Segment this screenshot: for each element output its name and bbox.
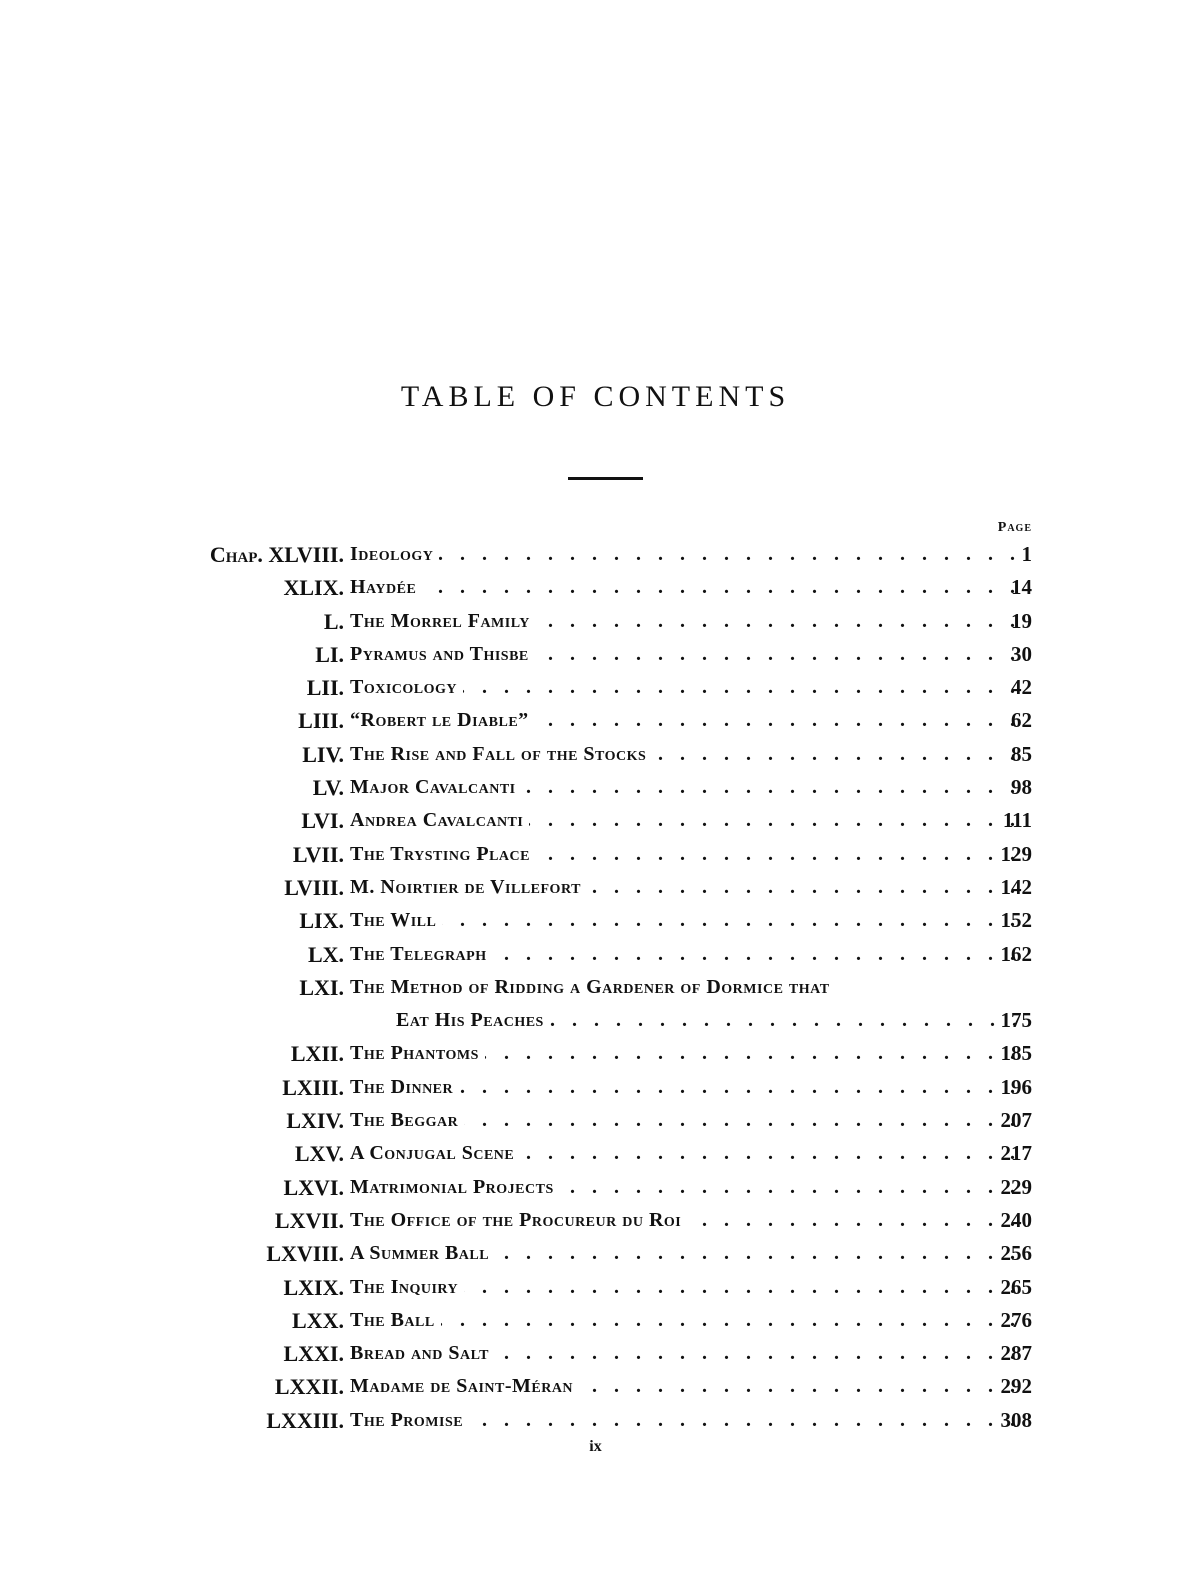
page-number: 292 <box>1000 1374 1032 1399</box>
chapter-title: A Summer Ball . . . <box>350 1237 1031 1270</box>
folio: ix <box>589 1438 602 1455</box>
page-number: 1 <box>1021 542 1032 566</box>
chapter-number: LXVII. <box>274 1207 344 1233</box>
toc-entry[interactable] <box>0 605 1191 638</box>
chapter-title: The Inquiry . . . <box>350 1271 1031 1304</box>
chapter-number: LVII. <box>292 841 344 867</box>
toc-entry[interactable] <box>0 571 1191 604</box>
chapter-number: LXV. <box>294 1141 344 1167</box>
chapter-number: LXXIII. <box>266 1407 344 1433</box>
toc-entry[interactable] <box>0 1104 1191 1137</box>
chapter-number: LXXI. <box>283 1341 344 1367</box>
toc-entry[interactable] <box>0 671 1191 704</box>
toc-entry[interactable] <box>0 738 1191 771</box>
toc-entry[interactable] <box>0 938 1191 971</box>
page-number: 217 <box>1000 1141 1032 1166</box>
page-number: 14 <box>1011 575 1032 600</box>
chapter-number: L. <box>323 608 344 634</box>
toc-entry[interactable] <box>0 1370 1191 1403</box>
toc-entry[interactable] <box>0 638 1191 671</box>
chapter-number: LI. <box>315 641 344 667</box>
chapter-number: LVI. <box>301 808 344 834</box>
chapter-number: LXXII. <box>274 1374 344 1400</box>
page-number: 111 <box>1002 808 1032 833</box>
page-title: TABLE OF CONTENTS <box>400 380 791 413</box>
page-number: 19 <box>1011 608 1032 633</box>
chapter-title: Haydée . . . <box>350 571 1031 604</box>
chapter-title: A Conjugal Scene . . . <box>350 1137 1031 1170</box>
page-number: 85 <box>1011 741 1032 766</box>
toc-entry[interactable] <box>0 1337 1191 1370</box>
toc-entry[interactable] <box>0 904 1191 937</box>
page-column-label: Page <box>997 520 1032 535</box>
chapter-title: The Beggar . . . <box>350 1104 1031 1137</box>
toc-entry[interactable] <box>0 771 1191 804</box>
chapter-number: LXIX. <box>283 1274 344 1300</box>
toc-entry-continuation[interactable] <box>0 1004 1191 1037</box>
page-number: 62 <box>1011 708 1032 733</box>
toc-entry[interactable] <box>0 1271 1191 1304</box>
chapter-title: The Method of Ridding a Gardener of Dormice that <box>350 971 1031 1004</box>
toc-entry[interactable] <box>0 1171 1191 1204</box>
chapter-number: Chap. XLVIII. <box>209 542 344 567</box>
chapter-title: Toxicology . . . <box>350 671 1031 704</box>
page-number: 162 <box>1000 941 1032 966</box>
page-number: 240 <box>1000 1207 1032 1232</box>
toc-list <box>0 538 1191 1437</box>
chapter-number: LXX. <box>292 1307 344 1333</box>
toc-entry[interactable] <box>0 1404 1191 1437</box>
chapter-title: M. Noirtier de Villefort . . . <box>350 871 1031 904</box>
toc-entry[interactable] <box>0 1071 1191 1104</box>
page-number: 185 <box>1000 1041 1032 1066</box>
page-number: 265 <box>1000 1274 1032 1299</box>
toc-entry[interactable] <box>0 1237 1191 1270</box>
chapter-title: Andrea Cavalcanti . . . <box>350 804 1031 837</box>
chapter-number: LIII. <box>298 708 344 734</box>
page-number: 98 <box>1011 775 1032 800</box>
chapter-title: Bread and Salt . . . <box>350 1337 1031 1370</box>
chapter-title: The Phantoms . . . <box>350 1037 1031 1070</box>
chapter-title: The Will . . . <box>350 904 1031 937</box>
chapter-number: XLIX. <box>283 575 344 601</box>
page-number: 196 <box>1000 1074 1032 1099</box>
page-number: 30 <box>1011 641 1032 666</box>
toc-entry[interactable] <box>0 1204 1191 1237</box>
chapter-title: The Office of the Procureur du Roi . . . <box>350 1204 1031 1237</box>
chapter-title: The Dinner . . . <box>350 1071 1031 1104</box>
toc-entry[interactable] <box>0 838 1191 871</box>
chapter-prefix: Chap. <box>209 542 263 567</box>
chapter-title: The Trysting Place . . . <box>350 838 1031 871</box>
page-number: 229 <box>1000 1174 1032 1199</box>
chapter-number: LX. <box>307 941 344 967</box>
chapter-number: LIV. <box>302 741 344 767</box>
page-number: 256 <box>1000 1241 1032 1266</box>
chapter-number: LXIII. <box>282 1074 344 1100</box>
chapter-title: “Robert le Diable” . . . <box>350 704 1031 737</box>
chapter-number: LXVI. <box>283 1174 344 1200</box>
chapter-title-continuation: Eat His Peaches . . . <box>396 1004 1031 1037</box>
chapter-title: Pyramus and Thisbe . . . <box>350 638 1031 671</box>
page-number: 152 <box>1000 908 1032 933</box>
toc-entry[interactable] <box>0 871 1191 904</box>
chapter-title: Matrimonial Projects . . . <box>350 1171 1031 1204</box>
chapter-title: The Rise and Fall of the Stocks . . . <box>350 738 1031 771</box>
chapter-number: LXII. <box>290 1041 344 1067</box>
page-number: 42 <box>1011 675 1032 700</box>
chapter-number: LV. <box>312 775 344 801</box>
page-number: 276 <box>1000 1307 1032 1332</box>
chapter-number: LXI. <box>299 974 344 1000</box>
chapter-title: The Promise . . . <box>350 1404 1031 1437</box>
chapter-number: LXVIII. <box>266 1241 344 1267</box>
page-number: 129 <box>1000 841 1032 866</box>
page-number: 142 <box>1000 874 1032 899</box>
chapter-number: LII. <box>306 675 344 701</box>
page-number: 207 <box>1000 1108 1032 1133</box>
chapter-number: LXIV. <box>286 1108 344 1134</box>
chapter-title: Major Cavalcanti . . . <box>350 771 1031 804</box>
toc-entry[interactable] <box>0 704 1191 737</box>
toc-entry[interactable] <box>0 538 1191 571</box>
page-number: 175 <box>1000 1008 1032 1033</box>
title-rule <box>568 477 643 480</box>
toc-entry[interactable] <box>0 804 1191 837</box>
chapter-title: Ideology . . . <box>350 538 1031 571</box>
chapter-title: The Telegraph . . . <box>350 938 1031 971</box>
chapter-title: The Ball . . . <box>350 1304 1031 1337</box>
toc-entry[interactable] <box>0 1037 1191 1070</box>
page-number: 287 <box>1000 1341 1032 1366</box>
page-number: 308 <box>1000 1407 1032 1432</box>
toc-entry[interactable] <box>0 1137 1191 1170</box>
toc-entry[interactable] <box>0 971 1191 1004</box>
toc-entry[interactable] <box>0 1304 1191 1337</box>
chapter-number: LVIII. <box>284 874 344 900</box>
chapter-title: The Morrel Family . . . <box>350 605 1031 638</box>
chapter-number: LIX. <box>299 908 344 934</box>
chapter-title: Madame de Saint-Méran . . . <box>350 1370 1031 1403</box>
